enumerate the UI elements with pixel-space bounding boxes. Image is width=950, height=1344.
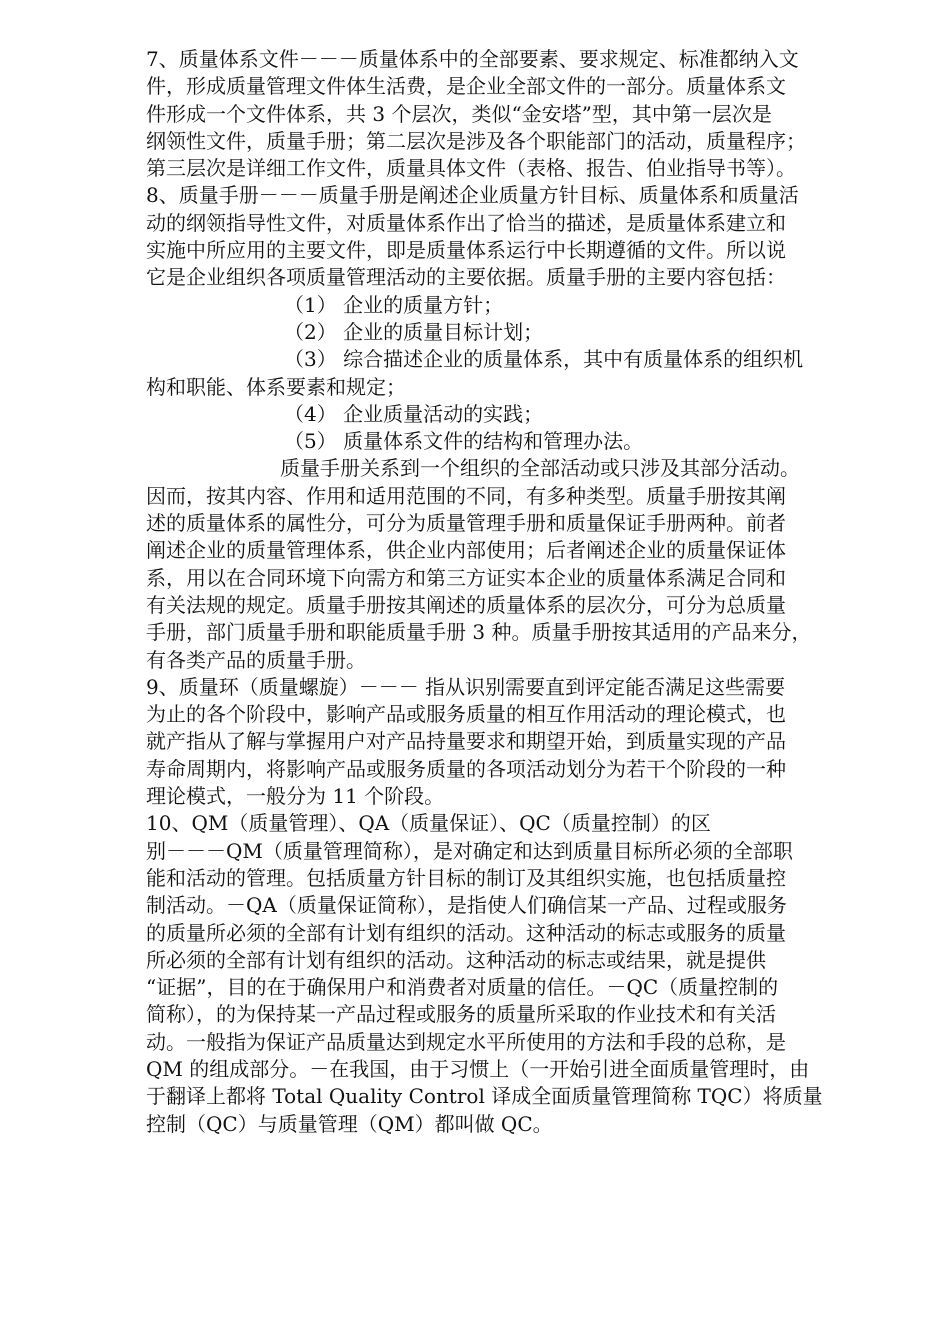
section-10-line-4: 制活动。－QA（质量保证简称），是指使人们确信某一产品、过程或服务: [146, 893, 787, 918]
manual-types-line-5: 系，用以在合同环境下向需方和第三方证实本企业的质量体系满足合同和: [146, 565, 786, 590]
list-item-3-continued: 构和职能、体系要素和规定；: [146, 374, 406, 399]
section-8-line-1: 8、质量手册－－－质量手册是阐述企业质量方针目标、质量体系和质量活: [146, 183, 799, 208]
document-body: [146, 46, 876, 1138]
section-10-line-7: “证据”，目的在于确保用户和消费者对质量的信任。－QC（质量控制的: [146, 975, 779, 1000]
section-9-line-2: 为止的各个阶段中，影响产品或服务质量的相互作用活动的理论模式，也: [146, 702, 786, 727]
manual-types-line-2: 因而，按其内容、作用和适用范围的不同，有多种类型。质量手册按其阐: [146, 483, 786, 508]
section-9-line-1: 9、质量环（质量螺旋）－－－ 指从识别需要直到评定能否满足这些需要: [146, 674, 786, 699]
list-item-2: （2） 企业的质量目标计划；: [284, 319, 544, 344]
section-8-line-2: 动的纲领指导性文件，对质量体系作出了恰当的描述，是质量体系建立和: [146, 210, 786, 235]
section-10-line-1: 10、QM（质量管理）、QA（质量保证）、QC（质量控制）的区: [146, 811, 711, 836]
section-8-line-3: 实施中所应用的主要文件，即是质量体系运行中长期遵循的文件。所以说: [146, 238, 786, 263]
section-10-line-9: 动。一般指为保证产品质量达到规定水平所使用的方法和手段的总称，是: [146, 1029, 786, 1054]
section-7-line-3: 件形成一个文件体系，共 3 个层次，类似“金安塔”型，其中第一层次是: [146, 101, 772, 126]
manual-types-line-1: 质量手册关系到一个组织的全部活动或只涉及其部分活动。: [280, 456, 800, 481]
section-8-line-4: 它是企业组织各项质量管理活动的主要依据。质量手册的主要内容包括：: [146, 265, 786, 290]
section-10-line-12: 控制（QC）与质量管理（QM）都叫做 QC。: [146, 1111, 553, 1136]
section-7-line-1: 7、质量体系文件－－－质量体系中的全部要素、要求规定、标准都纳入文: [146, 47, 799, 71]
list-item-1: （1） 企业的质量方针；: [284, 292, 504, 317]
manual-types-line-4: 阐述企业的质量管理体系，供企业内部使用；后者阐述企业的质量保证体: [146, 538, 786, 563]
section-10-line-5: 的质量所必须的全部有计划有组织的活动。这种活动的标志或服务的质量: [146, 920, 786, 945]
section-10-line-2: 别－－－QM（质量管理简称），是对确定和达到质量目标所必须的全部职: [146, 838, 793, 863]
list-item-3: （3） 综合描述企业的质量体系，其中有质量体系的组织机: [284, 347, 804, 372]
manual-types-line-7: 手册，部门质量手册和职能质量手册 3 种。质量手册按其适用的产品来分，: [146, 620, 812, 645]
section-9-line-5: 理论模式，一般分为 11 个阶段。: [146, 784, 445, 809]
section-10-line-10: QM 的组成部分。－在我国，由于习惯上（一开始引进全面质量管理时，由: [146, 1056, 810, 1081]
section-7-line-4: 纲领性文件，质量手册；第二层次是涉及各个职能部门的活动，质量程序；: [146, 128, 806, 153]
section-10-line-6: 所必须的全部有计划有组织的活动。这种活动的标志或结果，就是提供: [146, 947, 766, 972]
section-10-line-8: 简称），的为保持某一产品过程或服务的质量所采取的作业技术和有关活: [146, 1002, 776, 1027]
list-item-4: （4） 企业质量活动的实践；: [284, 401, 544, 426]
section-10-line-11: 于翻译上都将 Total Quality Control 译成全面质量管理简称 TQC）将质量: [146, 1084, 823, 1109]
section-9-line-4: 寿命周期内，将影响产品或服务质量的各项活动划分为若干个阶段的一种: [146, 756, 786, 781]
section-9-line-3: 就产指从了解与掌握用户对产品持量要求和期望开始，到质量实现的产品: [146, 729, 786, 754]
list-item-5: （5） 质量体系文件的结构和管理办法。: [284, 429, 644, 454]
section-7-line-5: 第三层次是详细工作文件，质量具体文件（表格、报告、伯业指导书等）。: [146, 156, 796, 181]
manual-types-line-3: 述的质量体系的属性分，可分为质量管理手册和质量保证手册两种。前者: [146, 511, 786, 536]
manual-types-line-8: 有各类产品的质量手册。: [146, 647, 366, 672]
section-7-line-2: 件，形成质量管理文件体生活费，是企业全部文件的一部分。质量体系文: [146, 74, 786, 99]
manual-types-line-6: 有关法规的规定。质量手册按其阐述的质量体系的层次分，可分为总质量: [146, 592, 786, 617]
section-10-line-3: 能和活动的管理。包括质量方针目标的制订及其组织实施，也包括质量控: [146, 865, 786, 890]
